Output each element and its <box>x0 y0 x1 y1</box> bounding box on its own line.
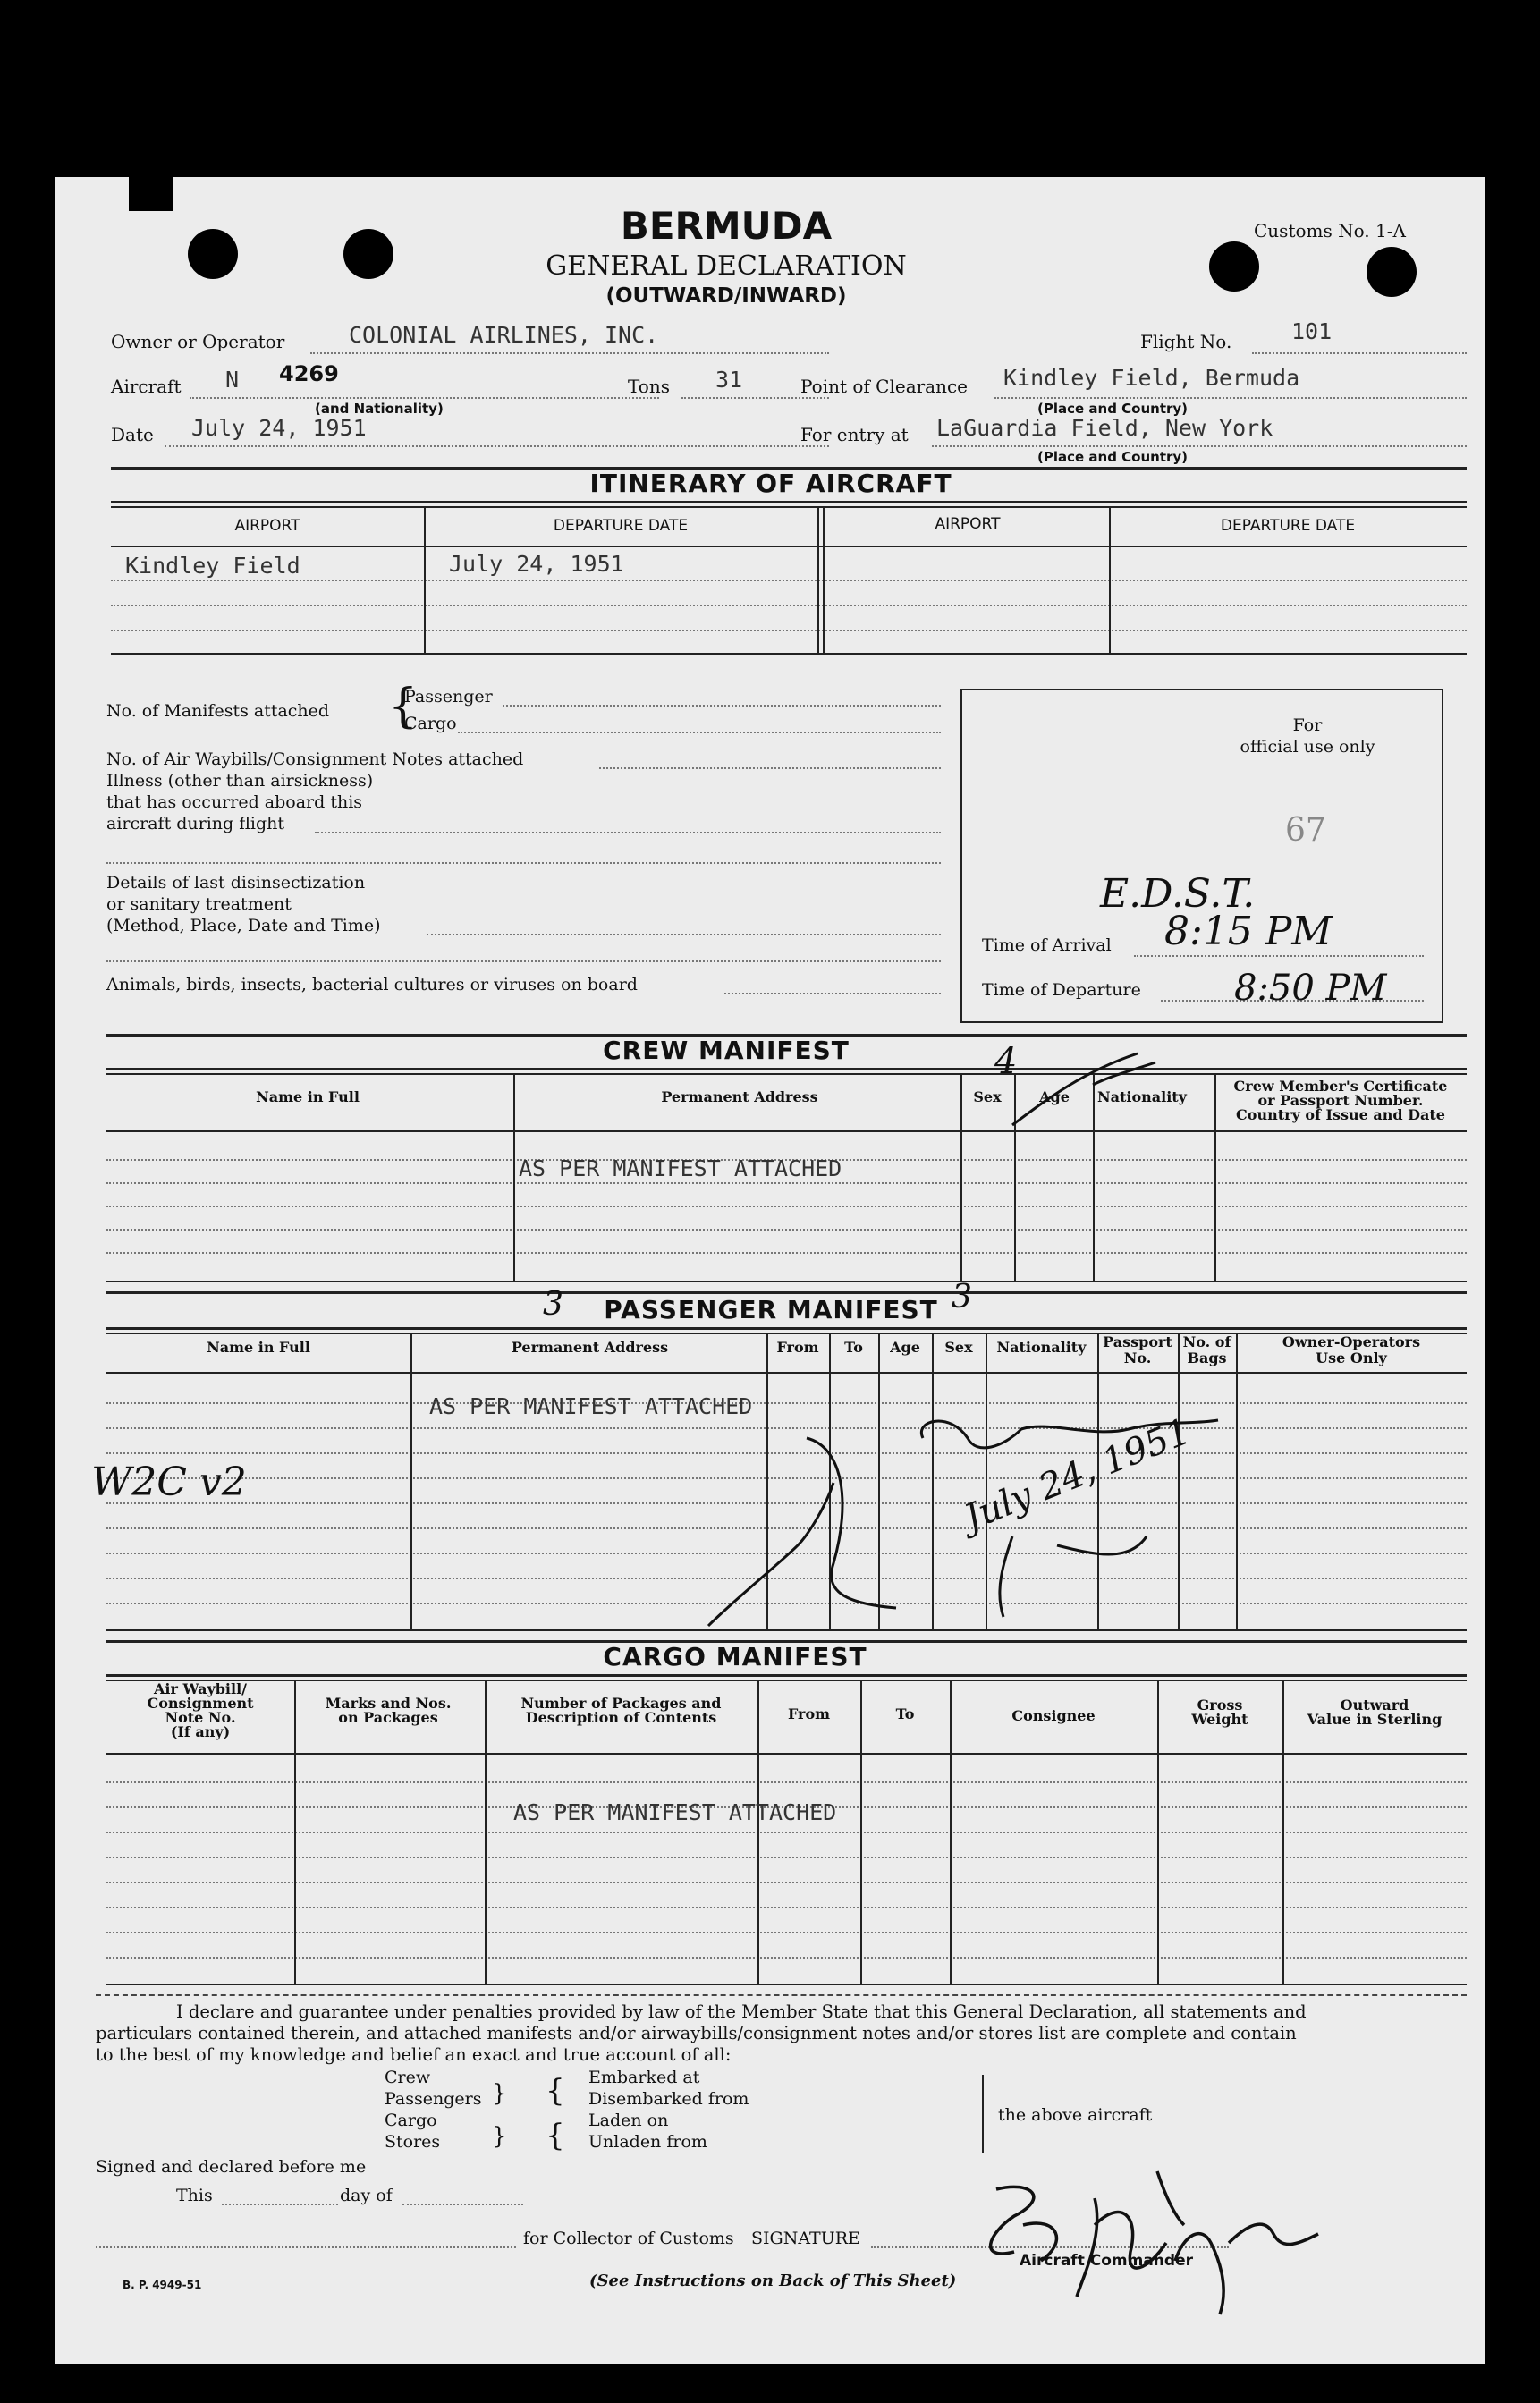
timezone-note: E.D.S.T. <box>1100 871 1256 917</box>
entry-label: For entry at <box>800 424 909 445</box>
decl-collector: for Collector of Customs <box>523 2229 734 2248</box>
punch-hole <box>1367 247 1417 297</box>
cargo-col-value-2: Value in Sterling <box>1307 1711 1443 1728</box>
passenger-col-address: Permanent Address <box>511 1339 669 1356</box>
decl-passengers: Passengers <box>385 2089 482 2109</box>
decl-signature-label: SIGNATURE <box>751 2229 860 2248</box>
crew-hand-count: 4 <box>994 1041 1018 1082</box>
cargo-col-waybill-1: Air Waybill/ <box>154 1680 247 1697</box>
waybills-label: No. of Air Waybills/Consignment Notes attached <box>106 749 524 769</box>
itinerary-row1-date: July 24, 1951 <box>449 551 624 577</box>
passenger-hand-note: W2C v2 <box>91 1460 247 1505</box>
cargo-col-waybill-2: Consignment <box>147 1695 254 1712</box>
tons-label: Tons <box>628 376 670 397</box>
illness-label-2: that has occurred aboard this <box>106 792 363 812</box>
animals-label: Animals, birds, insects, bacterial cultures or viruses on board <box>106 975 638 994</box>
crew-col-nationality: Nationality <box>1097 1088 1187 1105</box>
decl-laden: Laden on <box>588 2111 669 2130</box>
aircraft-note: (and Nationality) <box>315 401 444 417</box>
date-label: Date <box>111 424 154 445</box>
date-value: July 24, 1951 <box>191 415 367 441</box>
owner-label: Owner or Operator <box>111 331 285 352</box>
decl-brace-2: } <box>492 2123 507 2150</box>
passenger-label: Passenger <box>404 687 493 707</box>
stamp-number: 67 <box>1285 812 1326 849</box>
passenger-col-nationality: Nationality <box>996 1339 1087 1356</box>
decl-crew: Crew <box>385 2068 431 2087</box>
crew-col-address: Permanent Address <box>661 1088 818 1105</box>
cargo-col-consignee: Consignee <box>1011 1707 1096 1724</box>
black-tab <box>129 177 173 211</box>
illness-label-3: aircraft during flight <box>106 814 285 833</box>
passenger-col-name: Name in Full <box>207 1339 310 1356</box>
disinsect-label-2: or sanitary treatment <box>106 894 292 914</box>
passenger-col-to: To <box>844 1339 863 1356</box>
departure-label: Time of Departure <box>982 980 1141 1000</box>
cargo-col-contents-1: Number of Packages and <box>520 1695 722 1712</box>
cargo-col-from: From <box>787 1705 831 1722</box>
passenger-col-owner-1: Owner-Operators <box>1282 1333 1421 1350</box>
passenger-col-bags-2: Bags <box>1187 1350 1227 1366</box>
decl-brace-1: } <box>492 2080 507 2107</box>
decl-cargo: Cargo <box>385 2111 437 2130</box>
passenger-col-age: Age <box>890 1339 920 1356</box>
decl-commander: Aircraft Commander <box>1020 2252 1193 2270</box>
cargo-col-waybill-3: Note No. <box>165 1709 236 1726</box>
aircraft-nationality: N <box>225 367 240 393</box>
crew-col-cert-1: Crew Member's Certificate <box>1233 1078 1448 1095</box>
instructions-note: (See Instructions on Back of This Sheet) <box>589 2272 957 2290</box>
crew-scribble <box>1003 1036 1182 1134</box>
passenger-hand-date: July 24, 1951 <box>959 1410 1197 1539</box>
aircraft-value: 4269 <box>279 361 339 386</box>
clearance-label: Point of Clearance <box>800 376 969 397</box>
passenger-col-sex: Sex <box>944 1339 973 1356</box>
crew-entry: AS PER MANIFEST ATTACHED <box>519 1155 842 1181</box>
cargo-entry: AS PER MANIFEST ATTACHED <box>513 1799 837 1825</box>
crew-col-age: Age <box>1039 1088 1070 1105</box>
passenger-col-owner-2: Use Only <box>1316 1350 1387 1366</box>
passenger-col-passport-1: Passport <box>1103 1333 1172 1350</box>
arrival-value: 8:15 PM <box>1164 909 1333 954</box>
cargo-title: CARGO MANIFEST <box>603 1642 867 1671</box>
decl-brace-4: { <box>546 2118 565 2153</box>
passenger-col-bags-1: No. of <box>1182 1333 1231 1350</box>
crew-col-sex: Sex <box>973 1088 1002 1105</box>
form-sheet <box>55 177 1485 2364</box>
declaration-line-2: particulars contained therein, and attached manifests and/or airwaybills/consignment notes and/or stores list are complete and contain <box>96 2023 1297 2043</box>
illness-label-1: Illness (other than airsickness) <box>106 771 374 791</box>
passenger-signature-scribble <box>628 1384 1272 1653</box>
decl-signed: Signed and declared before me <box>96 2157 367 2177</box>
crew-col-name: Name in Full <box>256 1088 360 1105</box>
official-heading-2: official use only <box>1240 737 1375 757</box>
clearance-value: Kindley Field, Bermuda <box>1003 365 1300 391</box>
tons-value: 31 <box>715 367 743 393</box>
passenger-col-from: From <box>776 1339 819 1356</box>
passenger-hand-right: 3 <box>952 1279 972 1316</box>
declaration-line-1: I declare and guarantee under penalties provided by law of the Member State that this General Declaration, all statements and <box>176 2001 1307 2022</box>
crew-col-cert-2: or Passport Number. <box>1257 1092 1424 1109</box>
decl-this: This <box>176 2186 213 2205</box>
disinsect-label-1: Details of last disinsectization <box>106 873 366 893</box>
decl-disembarked: Disembarked from <box>588 2089 749 2109</box>
flight-value: 101 <box>1291 318 1333 344</box>
place-country-note: (Place and Country) <box>1037 401 1189 417</box>
itinerary-col-airport-2: AIRPORT <box>935 515 1001 533</box>
form-title: BERMUDA <box>620 204 833 248</box>
crew-title: CREW MANIFEST <box>603 1036 850 1065</box>
cargo-col-waybill-4: (If any) <box>170 1723 231 1740</box>
form-code: B. P. 4949-51 <box>123 2279 202 2291</box>
cargo-col-value-1: Outward <box>1340 1696 1409 1713</box>
passenger-col-passport-2: No. <box>1123 1350 1152 1366</box>
passenger-title: PASSENGER MANIFEST <box>604 1295 938 1324</box>
cargo-col-contents-2: Description of Contents <box>525 1709 717 1726</box>
manifests-label: No. of Manifests attached <box>106 701 330 721</box>
decl-brace-3: { <box>546 2073 565 2109</box>
itinerary-row1-airport: Kindley Field <box>125 553 300 579</box>
itinerary-col-airport: AIRPORT <box>234 517 300 535</box>
punch-hole <box>188 229 238 279</box>
disinsect-label-3: (Method, Place, Date and Time) <box>106 916 381 935</box>
itinerary-title: ITINERARY OF AIRCRAFT <box>589 469 952 498</box>
decl-above-aircraft: the above aircraft <box>998 2105 1153 2125</box>
customs-form-number: Customs No. 1-A <box>1254 220 1406 241</box>
form-subtitle: GENERAL DECLARATION <box>546 250 907 282</box>
form-direction: (OUTWARD/INWARD) <box>605 284 847 308</box>
crew-col-cert-3: Country of Issue and Date <box>1236 1106 1445 1123</box>
brace: { <box>388 680 419 733</box>
punch-hole <box>343 229 393 279</box>
decl-stores: Stores <box>385 2132 441 2152</box>
itinerary-col-date: DEPARTURE DATE <box>553 517 689 535</box>
aircraft-label: Aircraft <box>111 376 182 397</box>
cargo-col-weight-2: Weight <box>1191 1711 1248 1728</box>
flight-label: Flight No. <box>1140 331 1232 352</box>
cargo-label: Cargo <box>404 714 457 733</box>
decl-day-of: day of <box>340 2186 393 2205</box>
cargo-col-marks-1: Marks and Nos. <box>325 1695 452 1712</box>
entry-value: LaGuardia Field, New York <box>936 415 1273 441</box>
owner-value: COLONIAL AIRLINES, INC. <box>349 322 659 348</box>
cargo-col-marks-2: on Packages <box>338 1709 438 1726</box>
cargo-col-weight-1: Gross <box>1197 1696 1243 1713</box>
arrival-label: Time of Arrival <box>982 935 1112 955</box>
commander-signature <box>960 2162 1336 2323</box>
place-country-note-2: (Place and Country) <box>1037 449 1189 465</box>
official-heading-1: For <box>1292 715 1323 735</box>
itinerary-col-date-2: DEPARTURE DATE <box>1220 517 1356 535</box>
declaration-line-3: to the best of my knowledge and belief an exact and true account of all: <box>96 2044 732 2065</box>
passenger-entry: AS PER MANIFEST ATTACHED <box>429 1393 753 1419</box>
passenger-hand-left: 3 <box>543 1286 563 1323</box>
punch-hole <box>1209 241 1259 292</box>
departure-value: 8:50 PM <box>1234 968 1387 1009</box>
cargo-col-to: To <box>895 1705 915 1722</box>
decl-unladen: Unladen from <box>588 2132 707 2152</box>
decl-embarked: Embarked at <box>588 2068 700 2087</box>
